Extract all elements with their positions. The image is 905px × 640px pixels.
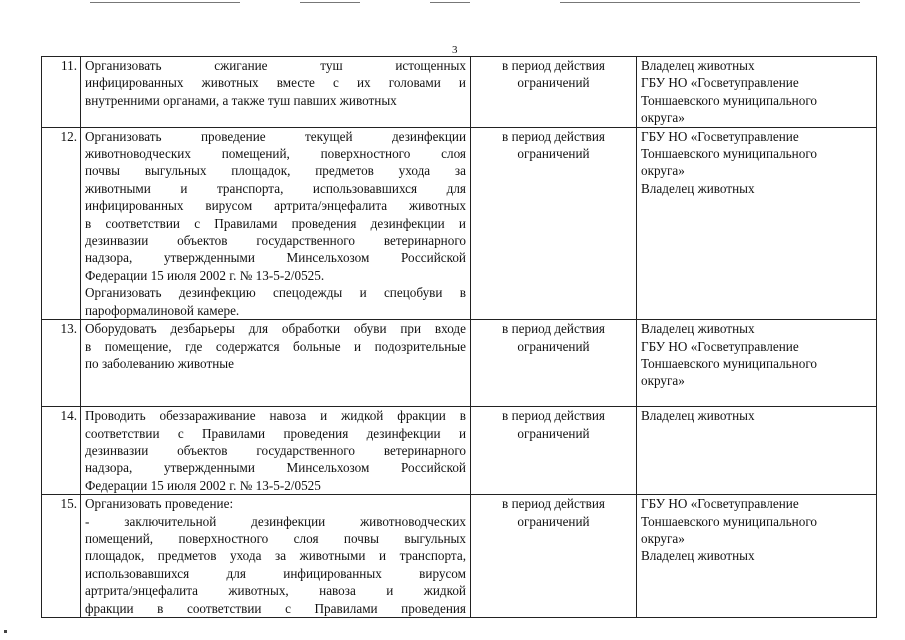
task-line: инфицированных животных вместе с их головами и bbox=[85, 75, 466, 91]
period-line: ограничений bbox=[517, 513, 590, 529]
period-line: в период действия bbox=[502, 496, 605, 512]
period-line: ограничений bbox=[517, 425, 590, 441]
responsible-line: Владелец животных bbox=[641, 180, 755, 196]
row-number: 14. bbox=[42, 407, 81, 495]
responsible-line: ГБУ НО «Госветуправление bbox=[641, 338, 799, 354]
task-cell bbox=[81, 57, 471, 128]
responsible-line: ГБУ НО «Госветуправление bbox=[641, 75, 799, 91]
responsible-cell bbox=[637, 320, 877, 407]
responsible-line: Тоншаевского муниципального bbox=[641, 92, 817, 108]
task-line: животными и транспорта, использовавшихся для bbox=[85, 180, 466, 196]
responsible-cell bbox=[637, 495, 877, 618]
responsible-line: ГБУ НО «Госветуправление bbox=[641, 128, 799, 144]
task-line: Организовать сжигание туш истощенных bbox=[85, 58, 466, 73]
task-cell bbox=[81, 127, 471, 319]
table-row bbox=[42, 127, 877, 319]
task-line: фракции в соответствии с Правилами проведения bbox=[85, 600, 466, 616]
period-cell bbox=[471, 407, 637, 495]
responsible-line: Владелец животных bbox=[641, 321, 755, 337]
responsible-line: округа» bbox=[641, 110, 685, 126]
responsible-line: Тоншаевского муниципального bbox=[641, 513, 817, 529]
task-line: Проводить обеззараживание навоза и жидкой фракции в bbox=[85, 408, 466, 424]
row-number: 11. bbox=[42, 57, 81, 128]
task-line: надзора, утвержденными Минсельхозом Российской bbox=[85, 250, 466, 266]
task-line: Федерации 15 июля 2002 г. № 13-5-2/0525. bbox=[85, 267, 325, 283]
responsible-cell bbox=[637, 407, 877, 495]
task-line: внутренними органами, а также туш павших животных bbox=[85, 92, 397, 108]
task-line: помещений, поверхностного слоя почвы выгульных bbox=[85, 530, 466, 546]
task-line: инфицированных вирусом артрита/энцефалита животных bbox=[85, 198, 466, 214]
task-line: животноводческих помещений, поверхностного слоя bbox=[85, 146, 466, 162]
task-line: в соответствии с Правилами проведения дезинфекции и bbox=[85, 215, 466, 231]
responsible-line: округа» bbox=[641, 530, 685, 546]
task-line: дезинвазии объектов государственного ветеринарного bbox=[85, 233, 466, 249]
table-row bbox=[42, 57, 877, 128]
task-cell bbox=[81, 495, 471, 618]
task-line: соответствии с Правилами проведения дезинфекции и bbox=[85, 425, 466, 441]
responsible-line: округа» bbox=[641, 373, 685, 389]
period-cell bbox=[471, 57, 637, 128]
row-number: 12. bbox=[42, 127, 81, 319]
task-line: артрита/энцефалита животных, навоза и жидкой bbox=[85, 583, 466, 599]
scan-edge-line bbox=[560, 2, 860, 3]
task-line: Организовать проведение: bbox=[85, 496, 234, 512]
period-cell bbox=[471, 127, 637, 319]
responsible-line: Владелец животных bbox=[641, 408, 755, 424]
period-line: в период действия bbox=[502, 128, 605, 144]
task-line: использовавшихся для инфицированных вирусом bbox=[85, 565, 466, 581]
scan-edge-line bbox=[430, 2, 470, 3]
measures-table bbox=[41, 56, 877, 618]
table-row bbox=[42, 320, 877, 407]
row-number: 15. bbox=[42, 495, 81, 618]
task-line: Федерации 15 июля 2002 г. № 13-5-2/0525 bbox=[85, 477, 321, 493]
task-line: по заболеванию животные bbox=[85, 355, 235, 371]
task-line: надзора, утвержденными Минсельхозом Российской bbox=[85, 460, 466, 476]
period-line: ограничений bbox=[517, 146, 590, 162]
responsible-line: округа» bbox=[641, 163, 685, 179]
page-number: 3 bbox=[452, 44, 458, 56]
period-line: в период действия bbox=[502, 321, 605, 337]
task-line: почвы выгульных площадок, предметов ухода за bbox=[85, 163, 466, 179]
task-line: Оборудовать дезбарьеры для обработки обуви при входе bbox=[85, 321, 466, 337]
table-row bbox=[42, 407, 877, 495]
task-cell bbox=[81, 320, 471, 407]
row-number: 13. bbox=[42, 320, 81, 407]
task-line: Организовать дезинфекцию спецодежды и спецобуви в bbox=[85, 285, 466, 301]
scan-artifact-dot bbox=[4, 630, 7, 633]
responsible-line: Владелец животных bbox=[641, 548, 755, 564]
responsible-line: Тоншаевского муниципального bbox=[641, 355, 817, 371]
responsible-line: ГБУ НО «Госветуправление bbox=[641, 496, 799, 512]
scan-edge-line bbox=[300, 2, 360, 3]
responsible-line: Тоншаевского муниципального bbox=[641, 146, 817, 162]
task-line: дезинвазии объектов государственного ветеринарного bbox=[85, 442, 466, 458]
task-line: в помещение, где содержатся больные и подозрительные bbox=[85, 338, 466, 354]
period-line: в период действия bbox=[502, 408, 605, 424]
period-line: в период действия bbox=[502, 58, 605, 73]
responsible-cell bbox=[637, 127, 877, 319]
responsible-line: Владелец животных bbox=[641, 58, 755, 73]
period-cell bbox=[471, 495, 637, 618]
table-row bbox=[42, 495, 877, 618]
task-line: площадок, предметов ухода за животными и транспорта, bbox=[85, 548, 466, 564]
scan-edge-line bbox=[90, 2, 240, 3]
task-line: пароформалиновой камере. bbox=[85, 302, 240, 318]
task-cell bbox=[81, 407, 471, 495]
period-cell bbox=[471, 320, 637, 407]
task-line: Организовать проведение текущей дезинфекции bbox=[85, 128, 466, 144]
period-line: ограничений bbox=[517, 75, 590, 91]
period-line: ограничений bbox=[517, 338, 590, 354]
responsible-cell bbox=[637, 57, 877, 128]
task-line: - заключительной дезинфекции животноводческих bbox=[85, 513, 466, 529]
